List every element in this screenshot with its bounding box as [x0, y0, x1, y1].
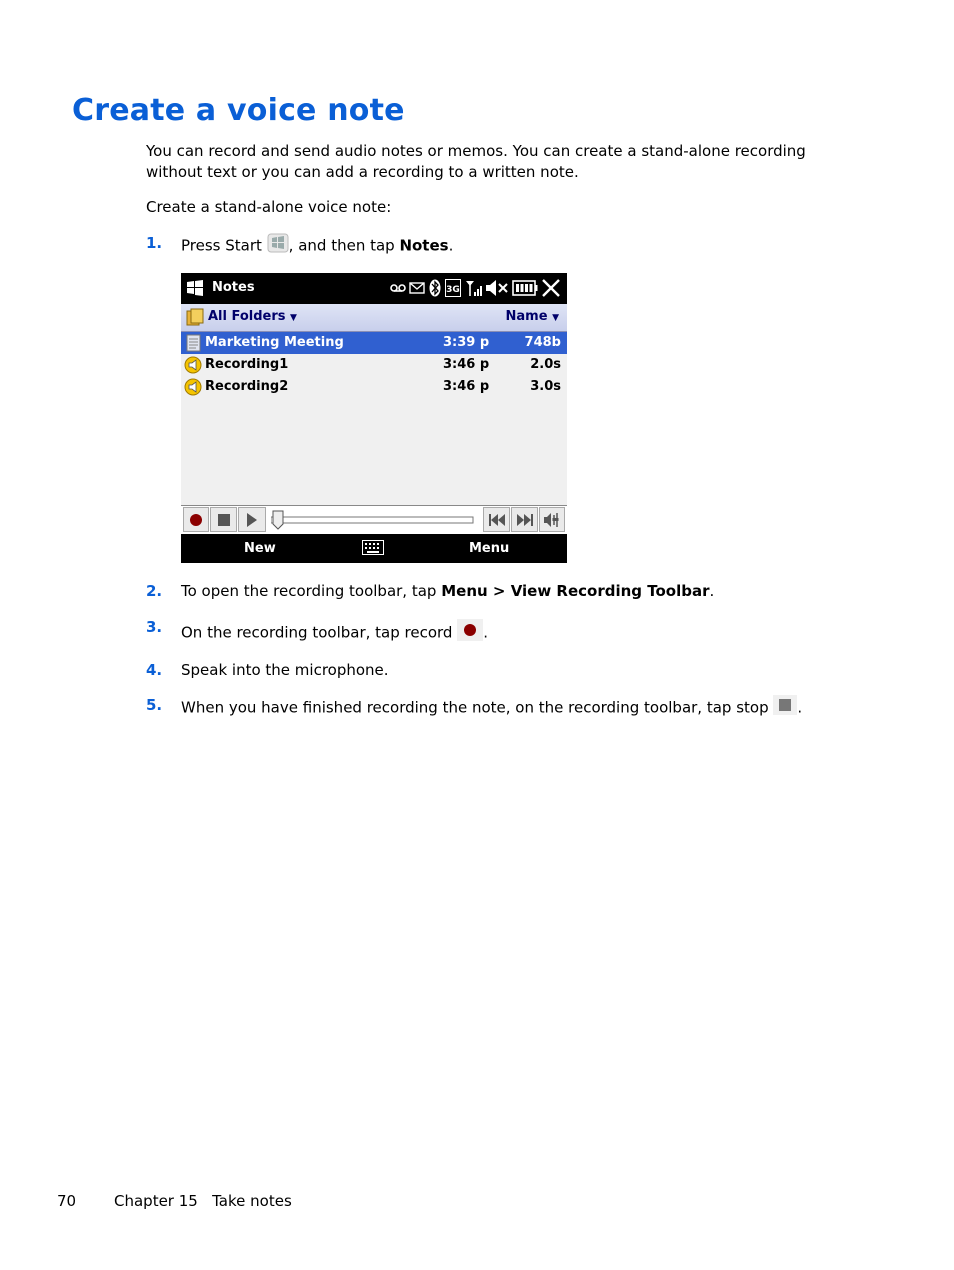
keyboard-icon[interactable] — [362, 540, 384, 555]
voicemail-icon[interactable] — [390, 278, 406, 298]
lead-paragraph: Create a stand-alone voice note: — [146, 198, 392, 216]
step-number: 2. — [146, 582, 163, 600]
new-softkey[interactable]: New — [244, 541, 276, 556]
step-text: Speak into the microphone. — [181, 661, 389, 679]
3g-icon[interactable] — [445, 278, 461, 298]
svg-text:3G: 3G — [446, 285, 460, 295]
skip-back-icon — [489, 514, 505, 526]
step-text: On the recording toolbar, tap record — [181, 623, 453, 642]
list-item[interactable] — [181, 354, 567, 376]
intro-paragraph: You can record and send audio notes or memos. You can create a stand-alone recording without text or you can add a recording to a written note. — [146, 142, 806, 181]
list-item[interactable] — [181, 376, 567, 398]
note-name: Recording1 — [205, 357, 289, 372]
step-number: 4. — [146, 661, 163, 679]
volume-icon — [543, 512, 561, 528]
chevron-down-icon: ▼ — [290, 313, 297, 323]
message-icon[interactable] — [409, 278, 425, 298]
step-number: 5. — [146, 696, 163, 714]
previous-button[interactable] — [483, 507, 510, 532]
stop-icon — [218, 514, 230, 526]
windows-logo-icon[interactable] — [186, 280, 204, 296]
list-item[interactable] — [181, 332, 567, 354]
chapter-label: Chapter 15 Take notes — [114, 1192, 292, 1210]
note-time: 3:46 p — [443, 357, 490, 372]
page-number: 70 — [57, 1192, 77, 1210]
close-icon[interactable] — [541, 278, 561, 298]
app-title: Notes — [212, 280, 255, 295]
note-time: 3:46 p — [443, 379, 490, 394]
stop-button[interactable] — [210, 507, 237, 532]
note-size: 3.0s — [530, 379, 561, 394]
folder-icon — [185, 308, 205, 326]
folder-bar — [181, 304, 567, 332]
softkey-bar — [181, 534, 567, 563]
step-text: Press Start — [181, 236, 262, 255]
note-name: Marketing Meeting — [205, 335, 344, 350]
signal-icon[interactable] — [464, 278, 482, 298]
title-bar — [181, 273, 567, 304]
note-name: Recording2 — [205, 379, 289, 394]
speaker-icon — [184, 356, 202, 374]
step-number: 3. — [146, 618, 163, 636]
record-icon — [189, 513, 203, 527]
step-bold: Notes — [399, 236, 449, 255]
battery-icon[interactable] — [512, 278, 538, 298]
volume-button[interactable] — [539, 507, 565, 532]
bluetooth-icon[interactable] — [428, 278, 442, 298]
windows-start-icon — [267, 233, 289, 259]
note-size: 2.0s — [530, 357, 561, 372]
play-button[interactable] — [238, 507, 266, 532]
step-text: To open the recording toolbar, tap — [181, 582, 442, 600]
step-bold: Menu > View Recording Toolbar — [441, 582, 710, 600]
recording-toolbar — [181, 505, 567, 535]
notes-list — [181, 332, 567, 505]
chevron-down-icon: ▼ — [552, 313, 559, 323]
play-icon — [246, 513, 258, 527]
note-icon — [184, 334, 202, 352]
record-button[interactable] — [183, 507, 209, 532]
menu-softkey[interactable]: Menu — [469, 541, 510, 556]
step-text: When you have finished recording the note, on the recording toolbar, tap stop — [181, 698, 769, 717]
folder-dropdown[interactable]: All Folders ▼ — [208, 309, 297, 324]
note-size: 748b — [524, 335, 561, 350]
speaker-icon — [184, 378, 202, 396]
next-button[interactable] — [511, 507, 538, 532]
record-icon — [457, 619, 483, 647]
volume-mute-icon[interactable] — [485, 278, 509, 298]
device-screenshot — [181, 273, 567, 563]
note-time: 3:39 p — [443, 335, 490, 350]
position-slider[interactable] — [271, 510, 483, 530]
stop-icon — [773, 695, 797, 721]
page-title: Create a voice note — [72, 93, 405, 128]
status-icons — [390, 278, 561, 298]
step-number: 1. — [146, 234, 163, 252]
sort-dropdown[interactable]: Name ▼ — [505, 309, 559, 324]
skip-forward-icon — [517, 514, 533, 526]
